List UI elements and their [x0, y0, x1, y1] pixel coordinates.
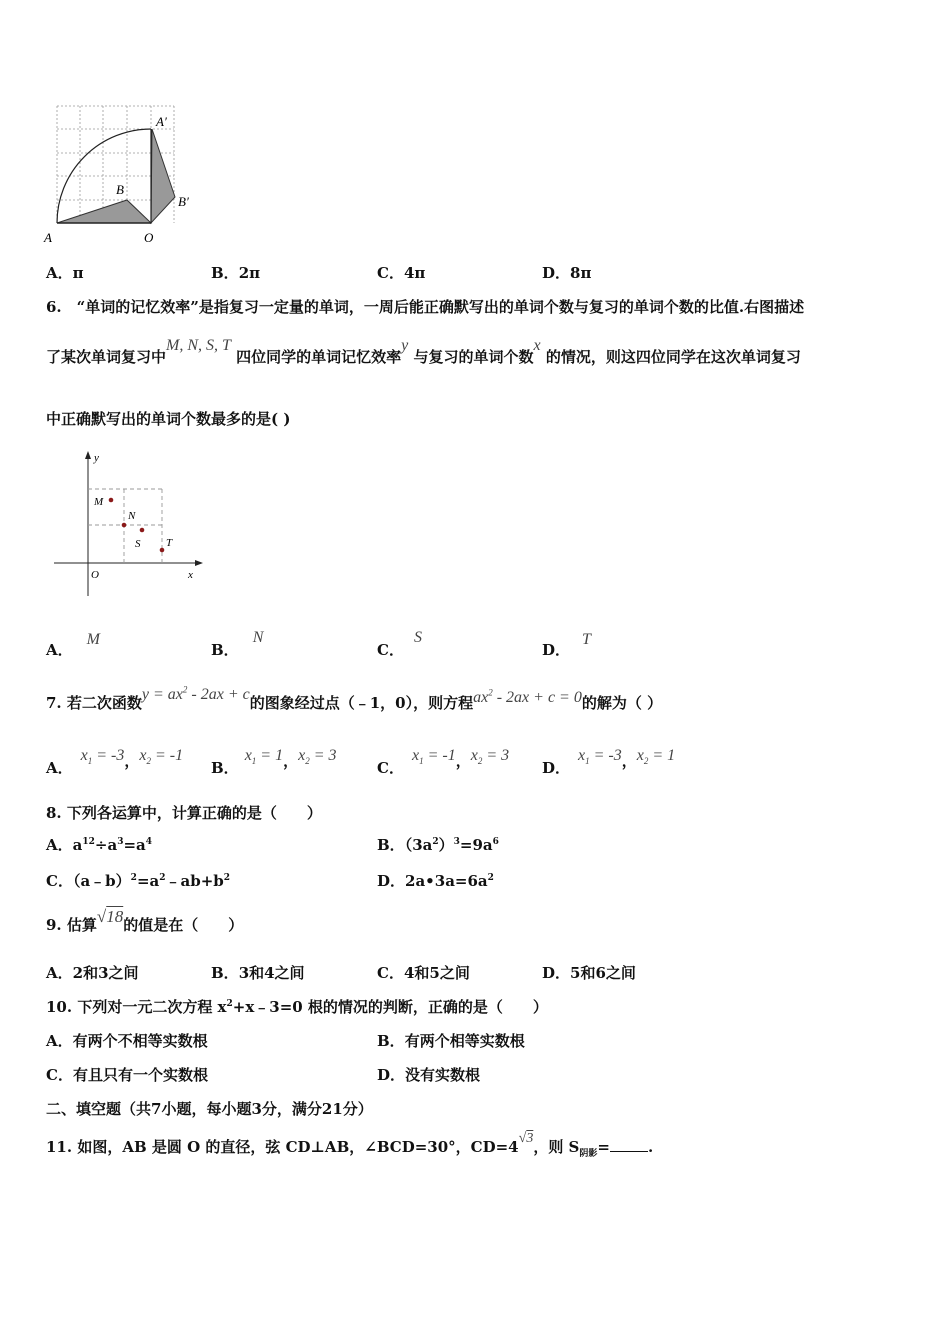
q5-label-o: O — [144, 230, 154, 245]
q6-axis-x-label: x — [188, 569, 193, 581]
q5-option-b: B．2π — [211, 264, 261, 282]
section-2-heading: 二、填空题（共7小题，每小题3分，满分21分） — [46, 1100, 373, 1118]
q6-point-t — [160, 548, 165, 553]
q9-option-d: D．5和6之间 — [542, 964, 636, 982]
q6-point-m — [109, 498, 114, 503]
q10-stem: 10. 下列对一元二次方程 $x^2+x﹣3=0$ 根的情况的判断，正确的是（ ） — [46, 998, 548, 1016]
q5-label-b-prime: B′ — [178, 194, 189, 209]
q6-option-d: D．T — [542, 631, 591, 659]
q6-axis-y-label: y — [94, 452, 99, 464]
q7-option-b: B．$x_1 = 1$，$x_2 = 3$ — [211, 747, 337, 777]
q6-origin-label: O — [91, 569, 99, 581]
q8-option-b: B．$(3a^2)^3=9a^6$ — [377, 836, 499, 854]
q7-option-a: A．$x_1 = -3$，$x_2 = -1$ — [46, 747, 184, 777]
q8-stem: 8. 下列各运算中，计算正确的是（ ） — [46, 804, 322, 822]
q10-option-a: A．有两个不相等实数根 — [46, 1032, 208, 1050]
q8-option-d: D．$2a•3a=6a^2$ — [377, 872, 494, 890]
q5-shaded-left — [57, 200, 151, 223]
q5-figure — [40, 100, 210, 250]
q5-option-d: D．8π — [542, 264, 592, 282]
q5-shaded-right — [151, 129, 175, 223]
q9-option-c: C．4和5之间 — [377, 964, 470, 982]
q6-line1: 6. “单词的记忆效率”是指复习一定量的单词，一周后能正确默写出的单词个数与复习的单词个数的比值.右图描述 — [46, 298, 805, 316]
q6-figure — [48, 448, 208, 603]
q10-option-d: D．没有实数根 — [377, 1066, 481, 1084]
q6-label-n: N — [128, 510, 136, 522]
q11-stem: 11. 如图，AB 是圆 O 的直径，弦 CD⊥AB，∠BCD=30°，CD=4√3，则 $S_{阴影}=$ . — [46, 1131, 654, 1159]
q6-line3: 中正确默写出的单词个数最多的是( ) — [46, 410, 291, 428]
q7-option-c: C．$x_1 = -1$，$x_2 = 3$ — [377, 747, 510, 777]
q6-option-a: A．M — [46, 631, 100, 659]
q6-point-n — [122, 523, 127, 528]
q5-option-c: C．4π — [377, 264, 426, 282]
q6-label-m: M — [94, 496, 104, 508]
q6-line2: 了某次单词复习中M, N, S, T 四位同学的单词记忆效率y 与复习的单词个数x 的情况，则这四位同学在这次单词复习 — [46, 337, 801, 366]
q7-option-d: D．$x_1 = -3$，$x_2 = 1$ — [542, 747, 676, 777]
q6-label-s: S — [135, 538, 141, 550]
q9-stem: 9. 估算√18的值是在（ ） — [46, 907, 244, 934]
q8-option-a: A．$a^{12}\div a^3=a^4$ — [46, 836, 153, 854]
q6-label-t: T — [166, 537, 173, 549]
q5-label-b: B — [116, 182, 124, 197]
q10-option-b: B．有两个相等实数根 — [377, 1032, 525, 1050]
q6-option-c: C．S — [377, 629, 422, 659]
q9-option-b: B．3和4之间 — [211, 964, 305, 982]
q11-answer-blank — [610, 1139, 648, 1152]
q6-option-b: B．N — [211, 629, 264, 659]
q9-option-a: A．2和3之间 — [46, 964, 139, 982]
q8-option-c: C．$(a﹣b)^2=a^2﹣ab+b^2$ — [46, 872, 231, 890]
q5-label-a-prime: A′ — [156, 114, 167, 129]
q6-point-s — [140, 528, 145, 533]
q7-stem: 7. 若二次函数$y = ax^2 - 2ax + c$的图象经过点（﹣1，0），则方程$ax^2 - 2ax + c = 0$的解为（ ） — [46, 684, 663, 712]
q5-option-a: A．π — [46, 264, 84, 282]
q10-option-c: C．有且只有一个实数根 — [46, 1066, 208, 1084]
q5-label-a: A — [44, 230, 52, 245]
